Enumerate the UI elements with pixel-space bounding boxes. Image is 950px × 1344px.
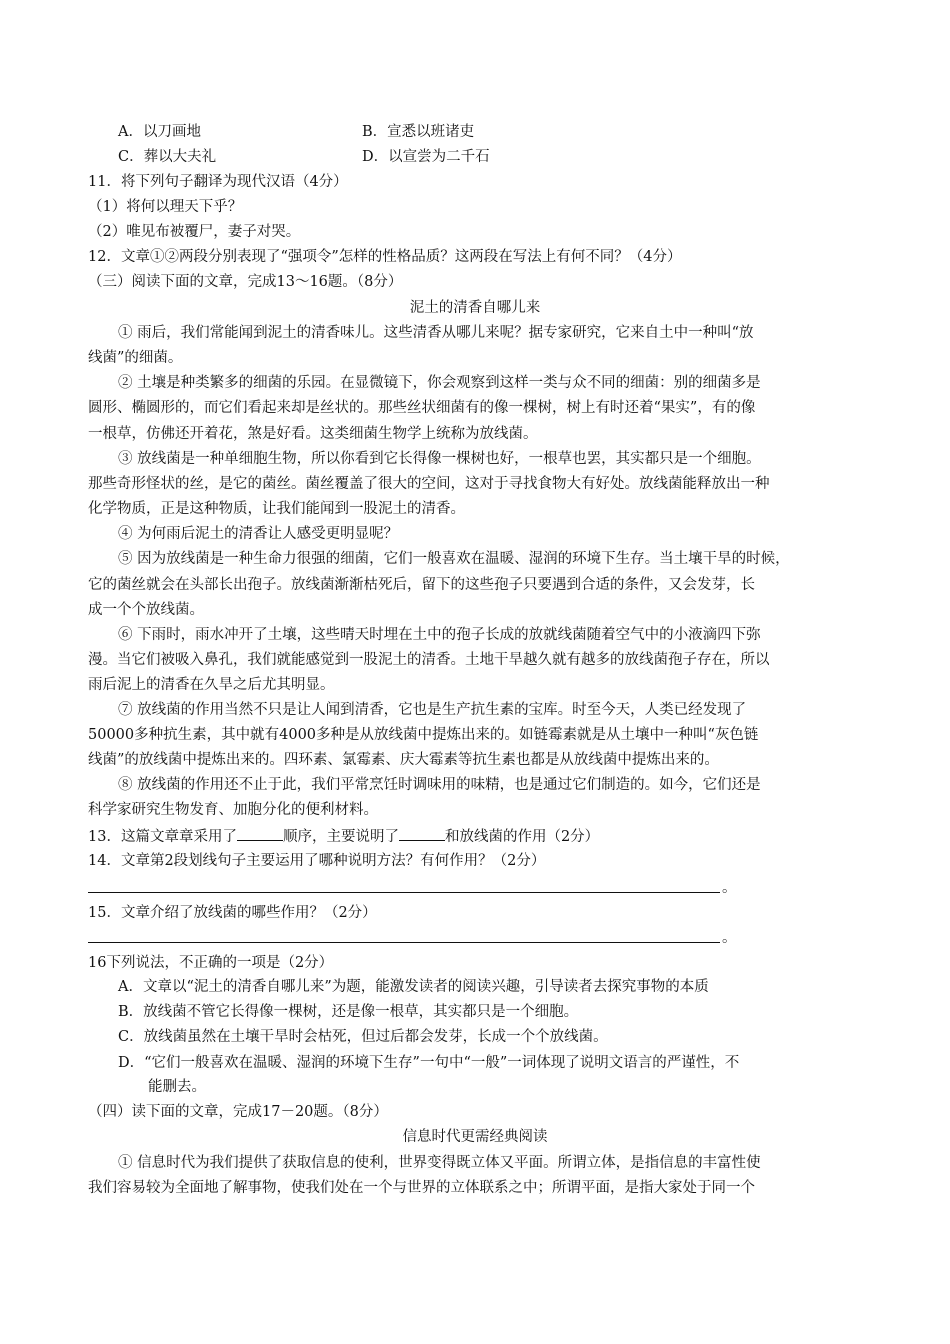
q14-period: 。	[722, 880, 737, 896]
s4-line: ① 信息时代为我们提供了获取信息的使利，世界变得既立体又平面。所谓立体，是指信息的丰富性使	[118, 1155, 761, 1171]
s3-line: ⑦ 放线菌的作用当然不只是让人闻到清香，它也是生产抗生素的宝库。时至今天，人类已经发现了	[118, 702, 747, 718]
q15-answer-line[interactable]	[88, 942, 720, 943]
section3-heading: （三）阅读下面的文章，完成13～16题。（8分）	[88, 274, 403, 290]
s3-line: 它的菌丝就会在头部长出孢子。放线菌渐渐枯死后，留下的这些孢子只要遇到合适的条件，又会发芽，长	[88, 577, 755, 593]
s3-line: ③ 放线菌是一种单细胞生物，所以你看到它长得像一棵树也好，一根草也罢，其实都只是一个细胞。	[118, 451, 761, 467]
q16-option-d-cont: 能删去。	[148, 1079, 206, 1095]
s3-line: 一根草，仿佛还开着花，煞是好看。这类细菌生物学上统称为放线菌。	[88, 426, 538, 442]
s3-line: 化学物质，正是这种物质，让我们能闻到一股泥土的清香。	[88, 501, 465, 517]
q10-option-a: A．以刀画地	[118, 124, 201, 140]
q15-period: 。	[722, 930, 737, 946]
s3-line: ⑥ 下雨时，雨水冲开了土壤，这些晴天时埋在土中的孢子长成的放就线菌随着空气中的小液滴四下弥	[118, 627, 761, 643]
q13-blank-1[interactable]	[237, 826, 283, 841]
q13-part-2: 顺序，主要说明了	[282, 829, 399, 845]
q12-stem: 12．文章①②两段分别表现了“强项令”怎样的性格品质？这两段在写法上有何不同？（4分）	[88, 249, 682, 265]
s3-line: ② 土壤是种类繁多的细菌的乐园。在显微镜下，你会观察到这样一类与众不同的细菌：别的细菌多是	[118, 375, 761, 391]
s3-line: ① 雨后，我们常能闻到泥土的清香味儿。这些清香从哪儿来呢？据专家研究，它来自土中一种叫“放	[118, 325, 754, 341]
q11-stem: 11．将下列句子翻译为现代汉语（4分）	[88, 174, 348, 190]
s3-line: 成一个个放线菌。	[88, 602, 204, 618]
q16-option-b: B．放线菌不管它长得像一棵树，还是像一根草，其实都只是一个细胞。	[118, 1004, 579, 1020]
s3-line: 那些奇形怪状的丝，是它的菌丝。菌丝覆盖了很大的空间，这对于寻找食物大有好处。放线菌能释放出一种	[88, 476, 770, 492]
s3-line: ⑧ 放线菌的作用还不止于此，我们平常烹饪时调味用的味精，也是通过它们制造的。如今，它们还是	[118, 777, 761, 793]
s3-line: 漫。当它们被吸入鼻孔，我们就能感觉到一股泥土的清香。土地干旱越久就有越多的放线菌孢子存在，所以	[88, 652, 770, 668]
s3-line: 线菌”的细菌。	[88, 350, 183, 366]
q11-sentence-1: （1）将何以理天下乎？	[88, 199, 243, 215]
s3-line: 雨后泥上的清香在久旱之后尤其明显。	[88, 677, 335, 693]
q16-option-c: C．放线菌虽然在土壤干旱时会枯死，但过后都会发芽，长成一个个放线菌。	[118, 1029, 608, 1045]
section3-article-title: 泥土的清香自哪儿来	[409, 300, 541, 316]
section4-heading: （四）读下面的文章，完成17－20题。（8分）	[88, 1104, 388, 1120]
q13-part-1: 13．这篇文章章采用了	[88, 829, 237, 845]
q14-stem: 14．文章第2段划线句子主要运用了哪种说明方法？有何作用？（2分）	[88, 853, 546, 869]
s3-line: 科学家研究生物发育、加胞分化的便利材料。	[88, 802, 378, 818]
q10-option-c: C．葬以大夫礼	[118, 149, 217, 165]
s4-line: 我们容易较为全面地了解事物，使我们处在一个与世界的立体联系之中；所谓平面，是指大家处于同一个	[88, 1180, 755, 1196]
q10-option-d: D．以宣尝为二千石	[362, 149, 490, 165]
q14-answer-line[interactable]	[88, 892, 720, 893]
q16-stem: 16下列说法，不正确的一项是（2分）	[88, 955, 334, 971]
s3-line: 50000多种抗生素，其中就有4000多种是从放线菌中提炼出来的。如链霉素就是从土壤中一种叫“灰色链	[88, 727, 759, 743]
q16-option-d: D．“它们一般喜欢在温暖、湿润的环境下生存”一句中“一般”一词体现了说明文语言的严谨性，不	[118, 1055, 740, 1071]
q16-option-a: A．文章以“泥土的清香自哪儿来”为题，能激发读者的阅读兴趣，引导读者去探究事物的本质	[118, 979, 709, 995]
q13-part-3: 和放线菌的作用（2分）	[444, 829, 600, 845]
q13-stem	[88, 826, 599, 847]
s3-line: ⑤ 因为放线菌是一种生命力很强的细菌，它们一般喜欢在温暖、湿润的环境下生存。当土壤干旱的时候，	[118, 551, 790, 567]
section4-article-title: 信息时代更需经典阅读	[402, 1129, 548, 1145]
q13-blank-2[interactable]	[399, 826, 445, 841]
s3-line: ④ 为何雨后泥土的清香让人感受更明显呢？	[118, 526, 399, 542]
s3-line: 圆形、椭圆形的，而它们看起来却是丝状的。那些丝状细菌有的像一棵树，树上有时还着“果实”，有的像	[88, 400, 756, 416]
q15-stem: 15．文章介绍了放线菌的哪些作用？（2分）	[88, 905, 377, 921]
s3-line: 线菌”的放线菌中提炼出来的。四环素、氯霉素、庆大霉素等抗生素也都是从放线菌中提炼出来的。	[88, 752, 719, 768]
q11-sentence-2: （2）唯见布被覆尸，妻子对哭。	[88, 224, 301, 240]
q10-option-b: B．宣悉以班诸吏	[362, 124, 475, 140]
